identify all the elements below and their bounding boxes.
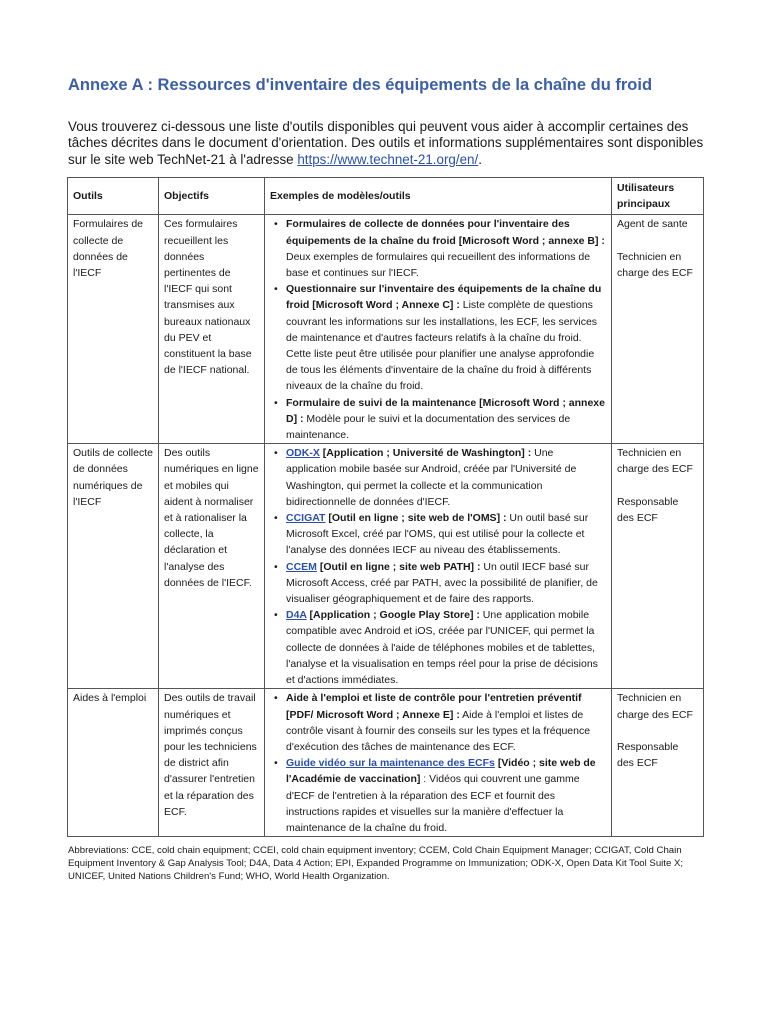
example-desc: Modèle pour le suivi et la documentation des services de maintenance. — [286, 412, 571, 442]
tool-cell: Outils de collecte de données numériques de l'IECF — [68, 444, 159, 689]
objective-cell: Des outils de travail numériques et imprimés conçus pour les techniciens de district afin d'assurer l'entretien et la réparation des ECF. — [159, 689, 265, 837]
list-item — [274, 395, 606, 444]
list-item — [274, 445, 606, 510]
bullet: • — [274, 512, 278, 525]
page-title: Annexe A : Ressources d'inventaire des équipements de la chaîne du froid — [68, 76, 653, 94]
bullet: • — [274, 283, 278, 296]
table-row — [68, 444, 704, 689]
list-item — [274, 559, 606, 608]
example-desc: Aide à l'emploi et listes de contrôle visant à fournir des conseils sur les types et la fréquence d'exécution des tâches de maintenance des ECF. — [286, 708, 591, 753]
list-item — [274, 607, 606, 688]
users-cell — [612, 689, 704, 837]
example-title: [Outil en ligne ; site web PATH] : — [316, 560, 481, 573]
header-outils: Outils — [68, 178, 159, 215]
example-desc: Un outil IECF basé sur Microsoft Access, créé par PATH, avec la possibilité de planifier, de visualiser géographiquement et de faire des rapports. — [286, 560, 598, 606]
bullet: • — [274, 560, 278, 573]
examples-cell — [265, 215, 612, 444]
list-item — [274, 216, 606, 281]
users-cell — [612, 444, 704, 689]
header-exemples: Exemples de modèles/outils — [265, 178, 612, 215]
examples-cell — [265, 444, 612, 689]
tool-cell: Aides à l'emploi — [68, 689, 159, 837]
example-title: Formulaires de collecte de données pour l'inventaire des équipements de la chaîne du froid [Microsoft Word ; annexe B] : — [286, 218, 605, 247]
examples-cell — [265, 689, 612, 837]
list-item — [274, 281, 606, 394]
ccigat-link[interactable]: CCIGAT — [286, 512, 326, 525]
user-role: Responsable des ECF — [617, 740, 679, 769]
bullet: • — [274, 692, 278, 705]
objective-cell: Des outils numériques en ligne et mobiles qui aident à normaliser et à rationaliser la collecte, la déclaration et l'analyse des données de l'IECF. — [159, 444, 265, 689]
bullet: • — [274, 609, 278, 622]
user-role: Responsable des ECF — [617, 495, 679, 524]
technet-link[interactable]: https://www.technet-21.org/en/ — [297, 151, 479, 167]
intro-end: . — [478, 151, 482, 167]
example-desc: Un outil basé sur Microsoft Excel, créé par l'OMS, qui est utilisé pour la collecte et l'analyse des données IECF au niveau des établissements. — [286, 512, 589, 557]
list-item — [274, 755, 606, 836]
bullet: • — [274, 447, 278, 460]
example-title: Aide à l'emploi et liste de contrôle pour l'entretien préventif [PDF/ Microsoft Word ; Annexe E] : — [286, 692, 582, 721]
table-header-row — [68, 178, 704, 215]
resources-table — [67, 177, 704, 837]
tool-cell: Formulaires de collecte de données de l'IECF — [68, 215, 159, 444]
bullet: • — [274, 218, 278, 231]
bullet: • — [274, 396, 278, 409]
example-desc: Une application mobile compatible avec Android et iOS, créée par l'UNICEF, qui permet la collecte de données à l'aide de téléphones mobiles et de tablettes, l'analyse et la visualisation en temps réel pour la prise de décisions et d'actions immédiates. — [286, 609, 598, 687]
example-title: [Application ; Université de Washington] : — [319, 447, 532, 460]
table-row — [68, 215, 704, 444]
user-role: Technicien en charge des ECF — [617, 692, 693, 721]
example-title: [Application ; Google Play Store] : — [306, 609, 480, 622]
objective-cell: Ces formulaires recueillent les données pertinentes de l'IECF qui sont transmises aux bureaux nationaux du PEV et constituent la base de l'IECF national. — [159, 215, 265, 444]
example-title: [Outil en ligne ; site web de l'OMS] : — [325, 512, 507, 525]
header-utilisateurs: Utilisateurs principaux — [612, 178, 704, 215]
d4a-link[interactable]: D4A — [286, 609, 307, 622]
odk-x-link[interactable]: ODK-X — [286, 447, 320, 460]
example-desc: : Vidéos qui couvrent une gamme d'ECF de l'entretien à la réparation des ECF et fournit des instructions rapides et visuelles sur la manière d'effectuer la maintenance de la chaîne du froid. — [286, 773, 580, 834]
example-desc: Liste complète de questions couvrant les informations sur les installations, les ECF, les services de maintenance et d'autres facteurs relatifs à la chaîne du froid. Cette liste peut être utilisée pour planifier une analyse approfondie de tous les éléments d'inventaire de la chaîne du froid à différents niveaux de la chaîne du froid. — [286, 299, 598, 393]
intro-paragraph — [68, 119, 708, 168]
maintenance-video-link[interactable]: Guide vidéo sur la maintenance des ECFs — [286, 757, 495, 770]
list-item — [274, 510, 606, 559]
bullet: • — [274, 757, 278, 770]
intro-text: Vous trouverez ci-dessous une liste d'outils disponibles qui peuvent vous aider à accomplir certaines des tâches décrites dans le document d'orientation. Des outils et informations supplémentaires sont disponibles sur le site web TechNet-21 à l'adresse — [68, 119, 704, 167]
user-role: Agent de sante — [617, 218, 688, 231]
ccem-link[interactable]: CCEM — [286, 560, 317, 573]
example-title: Questionnaire sur l'inventaire des équipements de la chaîne du froid [Microsoft Word ; Annexe C] : — [286, 283, 602, 312]
example-title: Formulaire de suivi de la maintenance [Microsoft Word ; annexe D] : — [286, 396, 605, 425]
example-desc: Une application mobile basée sur Android, créée par l'Université de Washington, qui permet la collecte et la communication bidirectionnelle de données d'IECF. — [286, 447, 577, 508]
example-title: [Vidéo ; site web de l'Académie de vaccination] — [286, 757, 596, 786]
user-role: Technicien en charge des ECF — [617, 447, 693, 476]
table-row — [68, 689, 704, 837]
users-cell — [612, 215, 704, 444]
abbreviations-note: Abbreviations: CCE, cold chain equipment; CCEI, cold chain equipment inventory; CCEM, Cold Chain Equipment Manager; CCIGAT, Cold Chain Equipment Inventory & Gap Analysis Tool; D4A, Data 4 Action; EPI, Expanded Programme on Immunization; ODK-X, Open Data Kit Tool Suite X; UNICEF, United Nations Children's Fund; WHO, World Health Organization. — [68, 845, 684, 882]
list-item — [274, 690, 606, 755]
example-desc: Deux exemples de formulaires qui recueillent des informations de base et continues sur l'IECF. — [286, 250, 591, 280]
user-role: Technicien en charge des ECF — [617, 250, 693, 279]
header-objectifs: Objectifs — [159, 178, 265, 215]
